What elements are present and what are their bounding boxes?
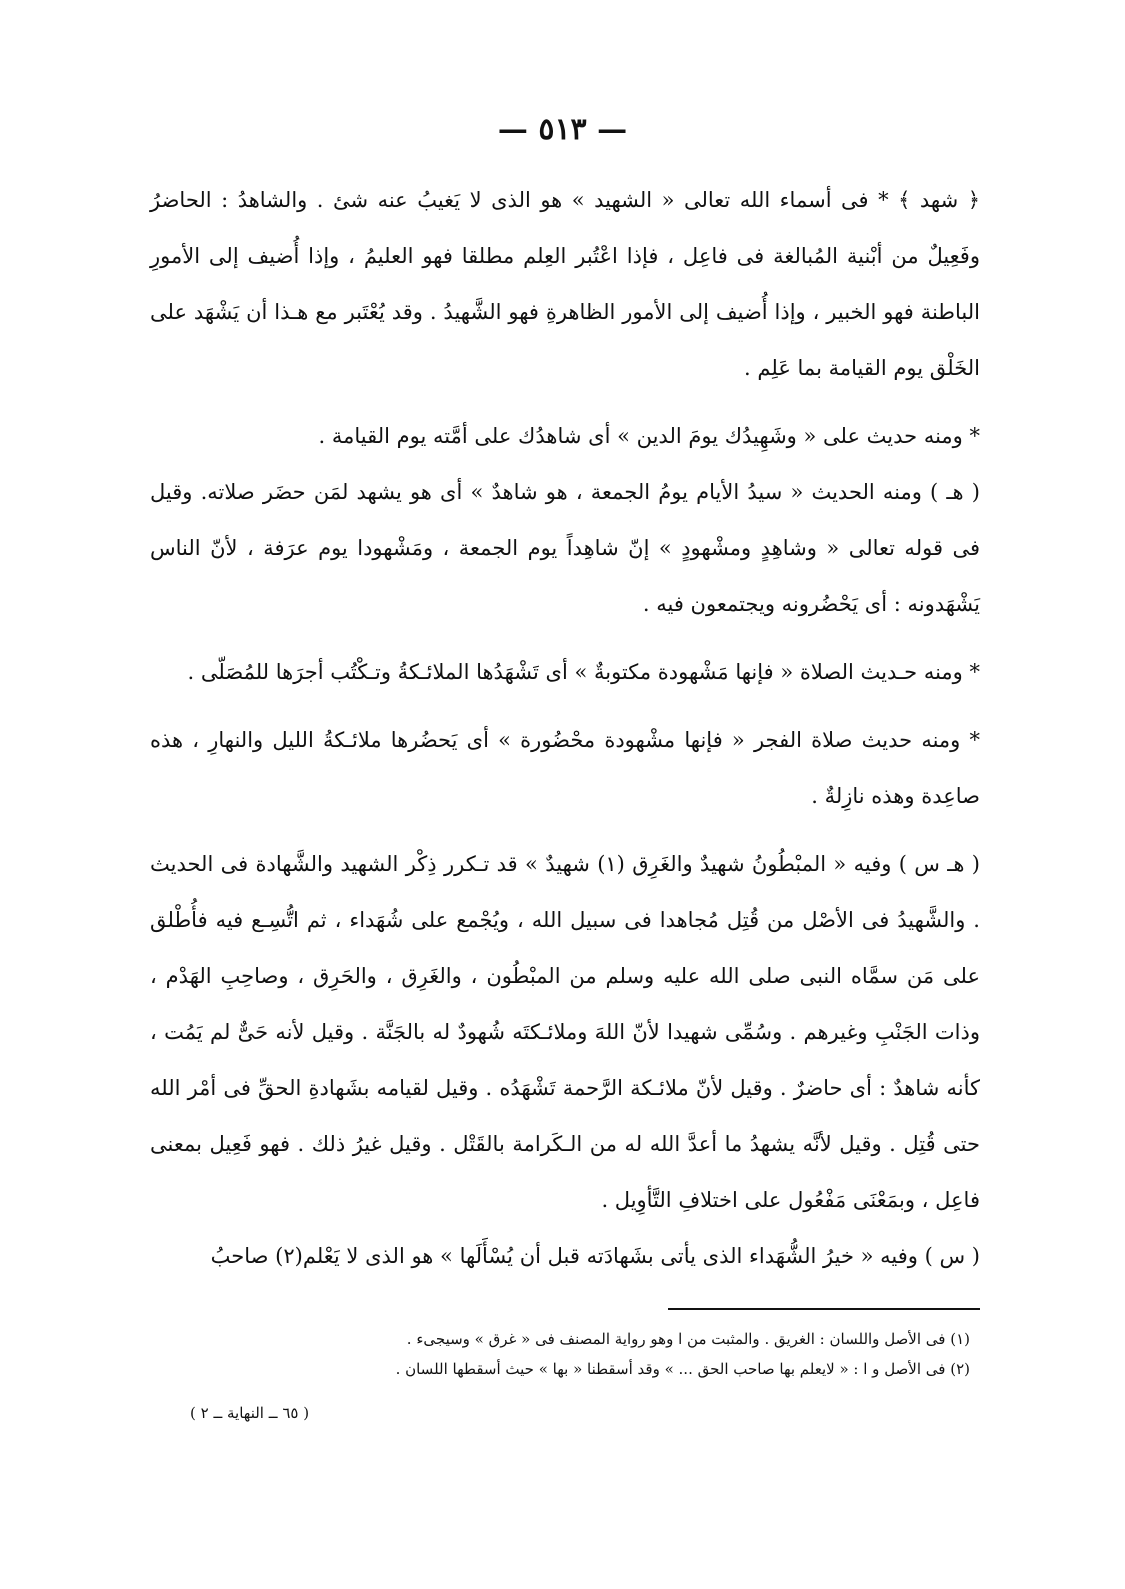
paragraph: ( هـ ) ومنه الحديث « سيدُ الأيام يومُ الجمعة ، هو شاهدٌ » أى هو يشهد لمَن حضَر صلاته. وقيل فى قوله تعالى « وشاهِدٍ ومشْهودٍ » إنّ شاهِداً يوم الجمعة ، ومَشْهودا يوم عرَفة ، لأنّ الناس يَشْهَدونه : أى يَحْضُرونه ويجتمعون فيه . (150, 480, 980, 616)
footnote: (٢) فى الأصل و ا : « لايعلم بها صاحب الحق ... » وقد أسقطنا « بها » حيث أسقطها اللسان . (395, 1360, 970, 1378)
footnote: (١) فى الأصل واللسان : الغريق . والمثبت من ا وهو رواية المصنف فى « غرق » وسيجىء . (406, 1330, 970, 1348)
paragraph: * ومنه حديث صلاة الفجر « فإنها مشْهودة محْضُورة » أى يَحضُرها ملائـكةُ الليل والنهارِ ، هذه صاعِدة وهذه نازِلةٌ . (150, 728, 980, 808)
paragraph: * ومنه حـديث الصلاة « فإنها مَشْهودة مكتوبةٌ » أى تَشْهَدُها الملائـكةُ وتـكْتُب أجرَها للمُصَلّى . (187, 660, 980, 684)
footnote-divider (668, 1308, 980, 1310)
main-text (150, 172, 980, 1284)
paragraph: ( هـ س ) وفيه « المبْطُونُ شهيدٌ والغَرِق (١) شهيدٌ » قد تـكرر ذِكْر الشهيد والشَّهادة فى الحديث . والشَّهيدُ فى الأصْل من قُتِل مُجاهدا فى سبيل الله ، ويُجْمع على شُهَداء ، ثم اتُّسِـع فيه فأُطْلق على مَن سمَّاه النبى صلى الله عليه وسلم من المبْطُون ، والغَرِق ، والحَرِق ، وصاحِبِ الهَدْم ، وذات الجَنْبِ وغيرهم . وسُمِّى شهيدا لأنّ اللهَ وملائـكتَه شُهودٌ له بالجَنَّة . وقيل لأنه حَىٌّ لم يَمُت ، كأنه شاهدٌ : أى حاضرٌ . وقيل لأنّ ملائـكة الرَّحمة تَشْهَدُه . وقيل لقيامه بشَهادةِ الحقِّ فى أمْر الله حتى قُتِل . وقيل لأنَّه يشهدُ ما أعدَّ الله له من الـكَرامة بالقَتْل . وقيل غيرُ ذلك . فهو فَعِيل بمعنى فاعِل ، وبمَعْنَى مَفْعُول على اختلافِ التَّأوِيل . (150, 852, 980, 1212)
page-number: — ٥١٣ — (497, 112, 628, 147)
paragraph: ( س ) وفيه « خيرُ الشُّهَداء الذى يأتى بشَهادَته قبل أن يُسْأَلَها » هو الذى لا يَعْلم(٢) صاحبُ (210, 1244, 980, 1268)
paragraph: ﴿ شهد ﴾ * فى أسماء الله تعالى « الشهيد » هو الذى لا يَغيبُ عنه شئ . والشاهدُ : الحاضرُ وفَعِيلٌ من أبْنية المُبالغة فى فاعِل ، فإذا اعْتُبر العِلم مطلقا فهو العليمُ ، وإذا أُضيف إلى الأمورِ الباطنة فهو الخبير ، وإذا أُضيف إلى الأمور الظاهرةِ فهو الشَّهيدُ . وقد يُعْتَبر مع هـذا أن يَشْهَد على الخَلْق يوم القيامة بما عَلِم . (150, 188, 980, 380)
paragraph: * ومنه حديث على « وشَهِيدُك يومَ الدين » أى شاهدُك على أمَّته يوم القيامة . (318, 424, 980, 448)
signature-mark: ( ٦٥ ــ النهاية ــ ٢ ) (190, 1404, 310, 1422)
footnotes (160, 1324, 970, 1384)
